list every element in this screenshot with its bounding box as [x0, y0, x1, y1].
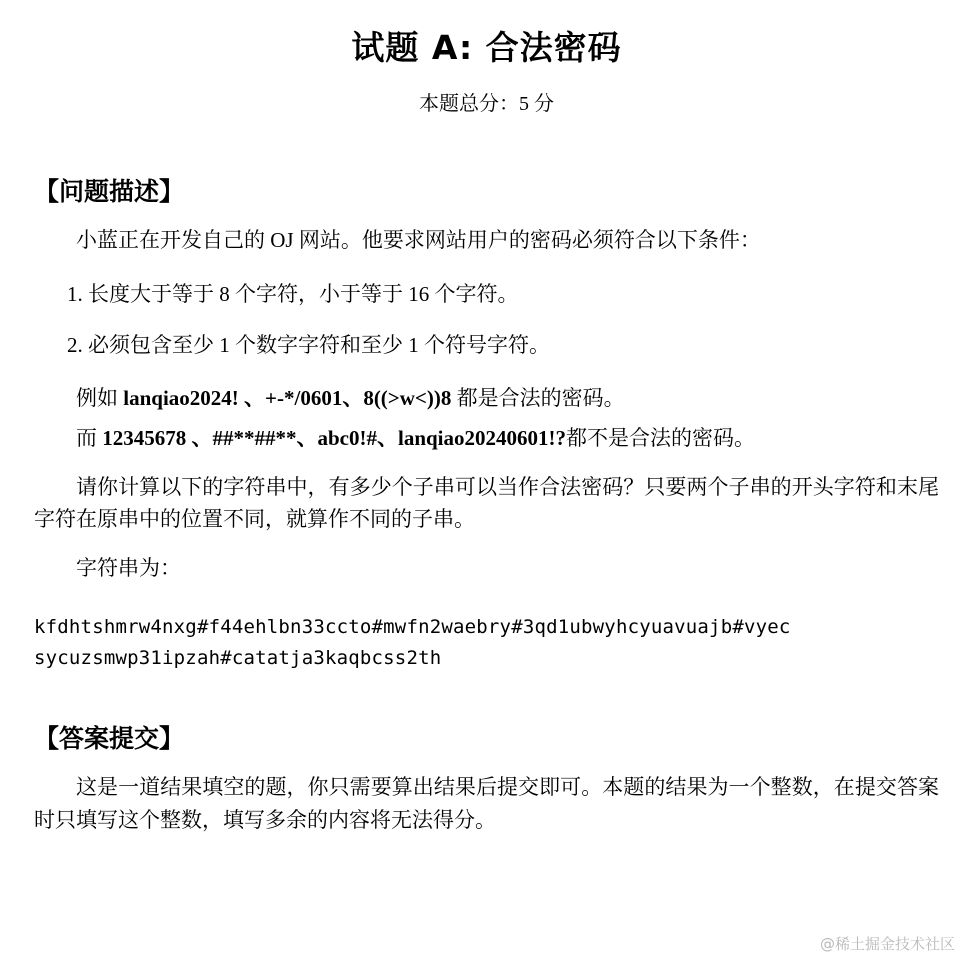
example-valid-prefix: 例如	[76, 385, 124, 410]
page-subtitle: 本题总分：5 分	[419, 93, 554, 115]
problem-intro: 小蓝正在开发自己的 OJ 网站。他要求网站用户的密码必须符合以下条件：	[76, 228, 761, 252]
example-invalid-line	[34, 422, 939, 455]
example-invalid-suffix: 都不是合法的密码。	[566, 426, 756, 451]
section-heading-problem: 【问题描述】	[34, 177, 185, 206]
page-title: 试题 A: 合法密码	[351, 28, 622, 67]
section-heading-answer: 【答案提交】	[34, 724, 185, 754]
example-invalid-prefix: 而	[76, 426, 103, 451]
examples-block	[34, 382, 939, 455]
answer-body: 这是一道结果填空的题，你只需要算出结果后提交即可。本题的结果为一个整数，在提交答案时只填写这个整数，填写多余的内容将无法得分。	[34, 775, 939, 832]
string-label: 字符串为：	[76, 555, 181, 580]
rules-list	[34, 279, 939, 362]
input-string-block	[34, 612, 939, 673]
list-item: 1. 长度大于等于 8 个字符，小于等于 16 个字符。	[88, 279, 939, 311]
list-item: 2. 必须包含至少 1 个数字字符和至少 1 个符号字符。	[88, 330, 939, 362]
input-string-line-1: kfdhtshmrw4nxg#f44ehlbn33ccto#mwfn2waebry#3qd1ubwyhcyuavuajb#vyec	[34, 616, 791, 639]
watermark: @稀土掘金技术社区	[819, 935, 955, 953]
document-page	[0, 22, 973, 964]
input-string-line-2: sycuzsmwp31ipzah#catatja3kaqbcss2th	[34, 646, 442, 669]
example-valid-line	[34, 382, 939, 415]
example-valid-body: lanqiao2024! 、+-*/0601、8((>w<))8	[123, 385, 452, 410]
example-invalid-body: 12345678 、##**##**、abc0!#、lanqiao20240601!?	[102, 426, 567, 451]
problem-question: 请你计算以下的字符串中，有多少个子串可以当作合法密码？只要两个子串的开头字符和末尾字符在原串中的位置不同，就算作不同的子串。	[34, 474, 939, 532]
example-valid-suffix: 都是合法的密码。	[451, 385, 625, 410]
